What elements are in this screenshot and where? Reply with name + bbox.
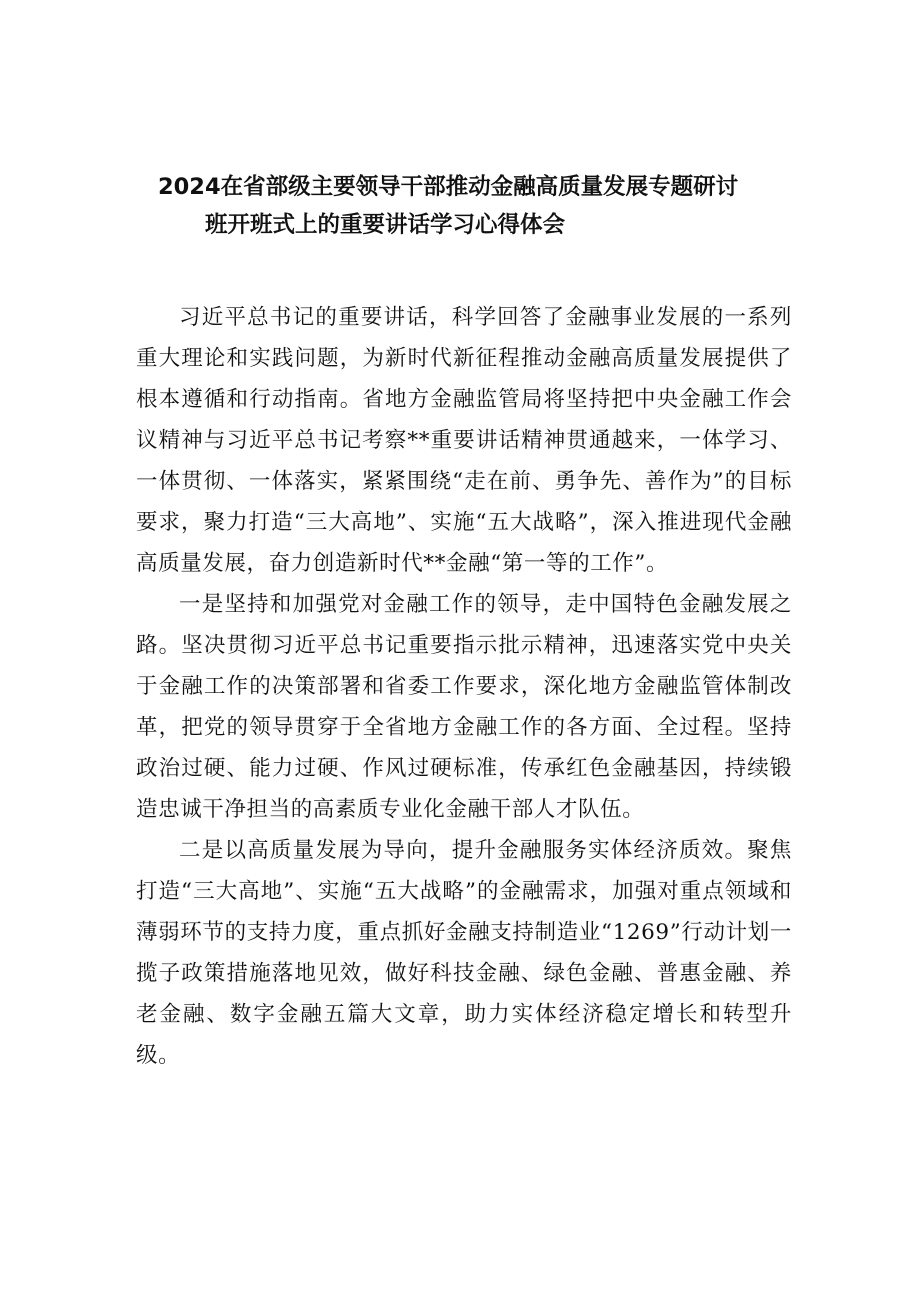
title-line-2: 班开班式上的重要讲话学习心得体会 [205,212,566,238]
document-title [100,168,860,244]
title-line-1: 2024在省部级主要领导干部推动金融高质量发展专题研讨 [158,174,739,200]
paragraph-point-one: 一是坚持和加强党对金融工作的领导，走中国特色金融发展之路。坚决贯彻习近平总书记重要指示批示精神，迅速落实党中央关于金融工作的决策部署和省委工作要求，深化地方金融监管体制改革，把党的领导贯穿于全省地方金融工作的各方面、全过程。坚持政治过硬、能力过硬、作风过硬标准，传承红色金融基因，持续锻造忠诚干净担当的高素质专业化金融干部人才队伍。 [136,592,792,822]
paragraph-point-two: 二是以高质量发展为导向，提升金融服务实体经济质效。聚焦打造“三大高地”、实施“五大战略”的金融需求，加强对重点领域和薄弱环节的支持力度，重点抓好金融支持制造业“1269”行动计划一揽子政策措施落地见效，做好科技金融、绿色金融、普惠金融、养老金融、数字金融五篇大文章，助力实体经济稳定增长和转型升级。 [136,838,792,1068]
document-body [136,297,792,1076]
paragraph-intro: 习近平总书记的重要讲话，科学回答了金融事业发展的一系列重大理论和实践问题，为新时代新征程推动金融高质量发展提供了根本遵循和行动指南。省地方金融监管局将坚持把中央金融工作会议精神与习近平总书记考察**重要讲话精神贯通越来，一体学习、一体贯彻、一体落实，紧紧围绕“走在前、勇争先、善作为”的目标要求，聚力打造“三大高地”、实施“五大战略”，深入推进现代金融高质量发展，奋力创造新时代**金融“第一等的工作”。 [136,305,792,576]
